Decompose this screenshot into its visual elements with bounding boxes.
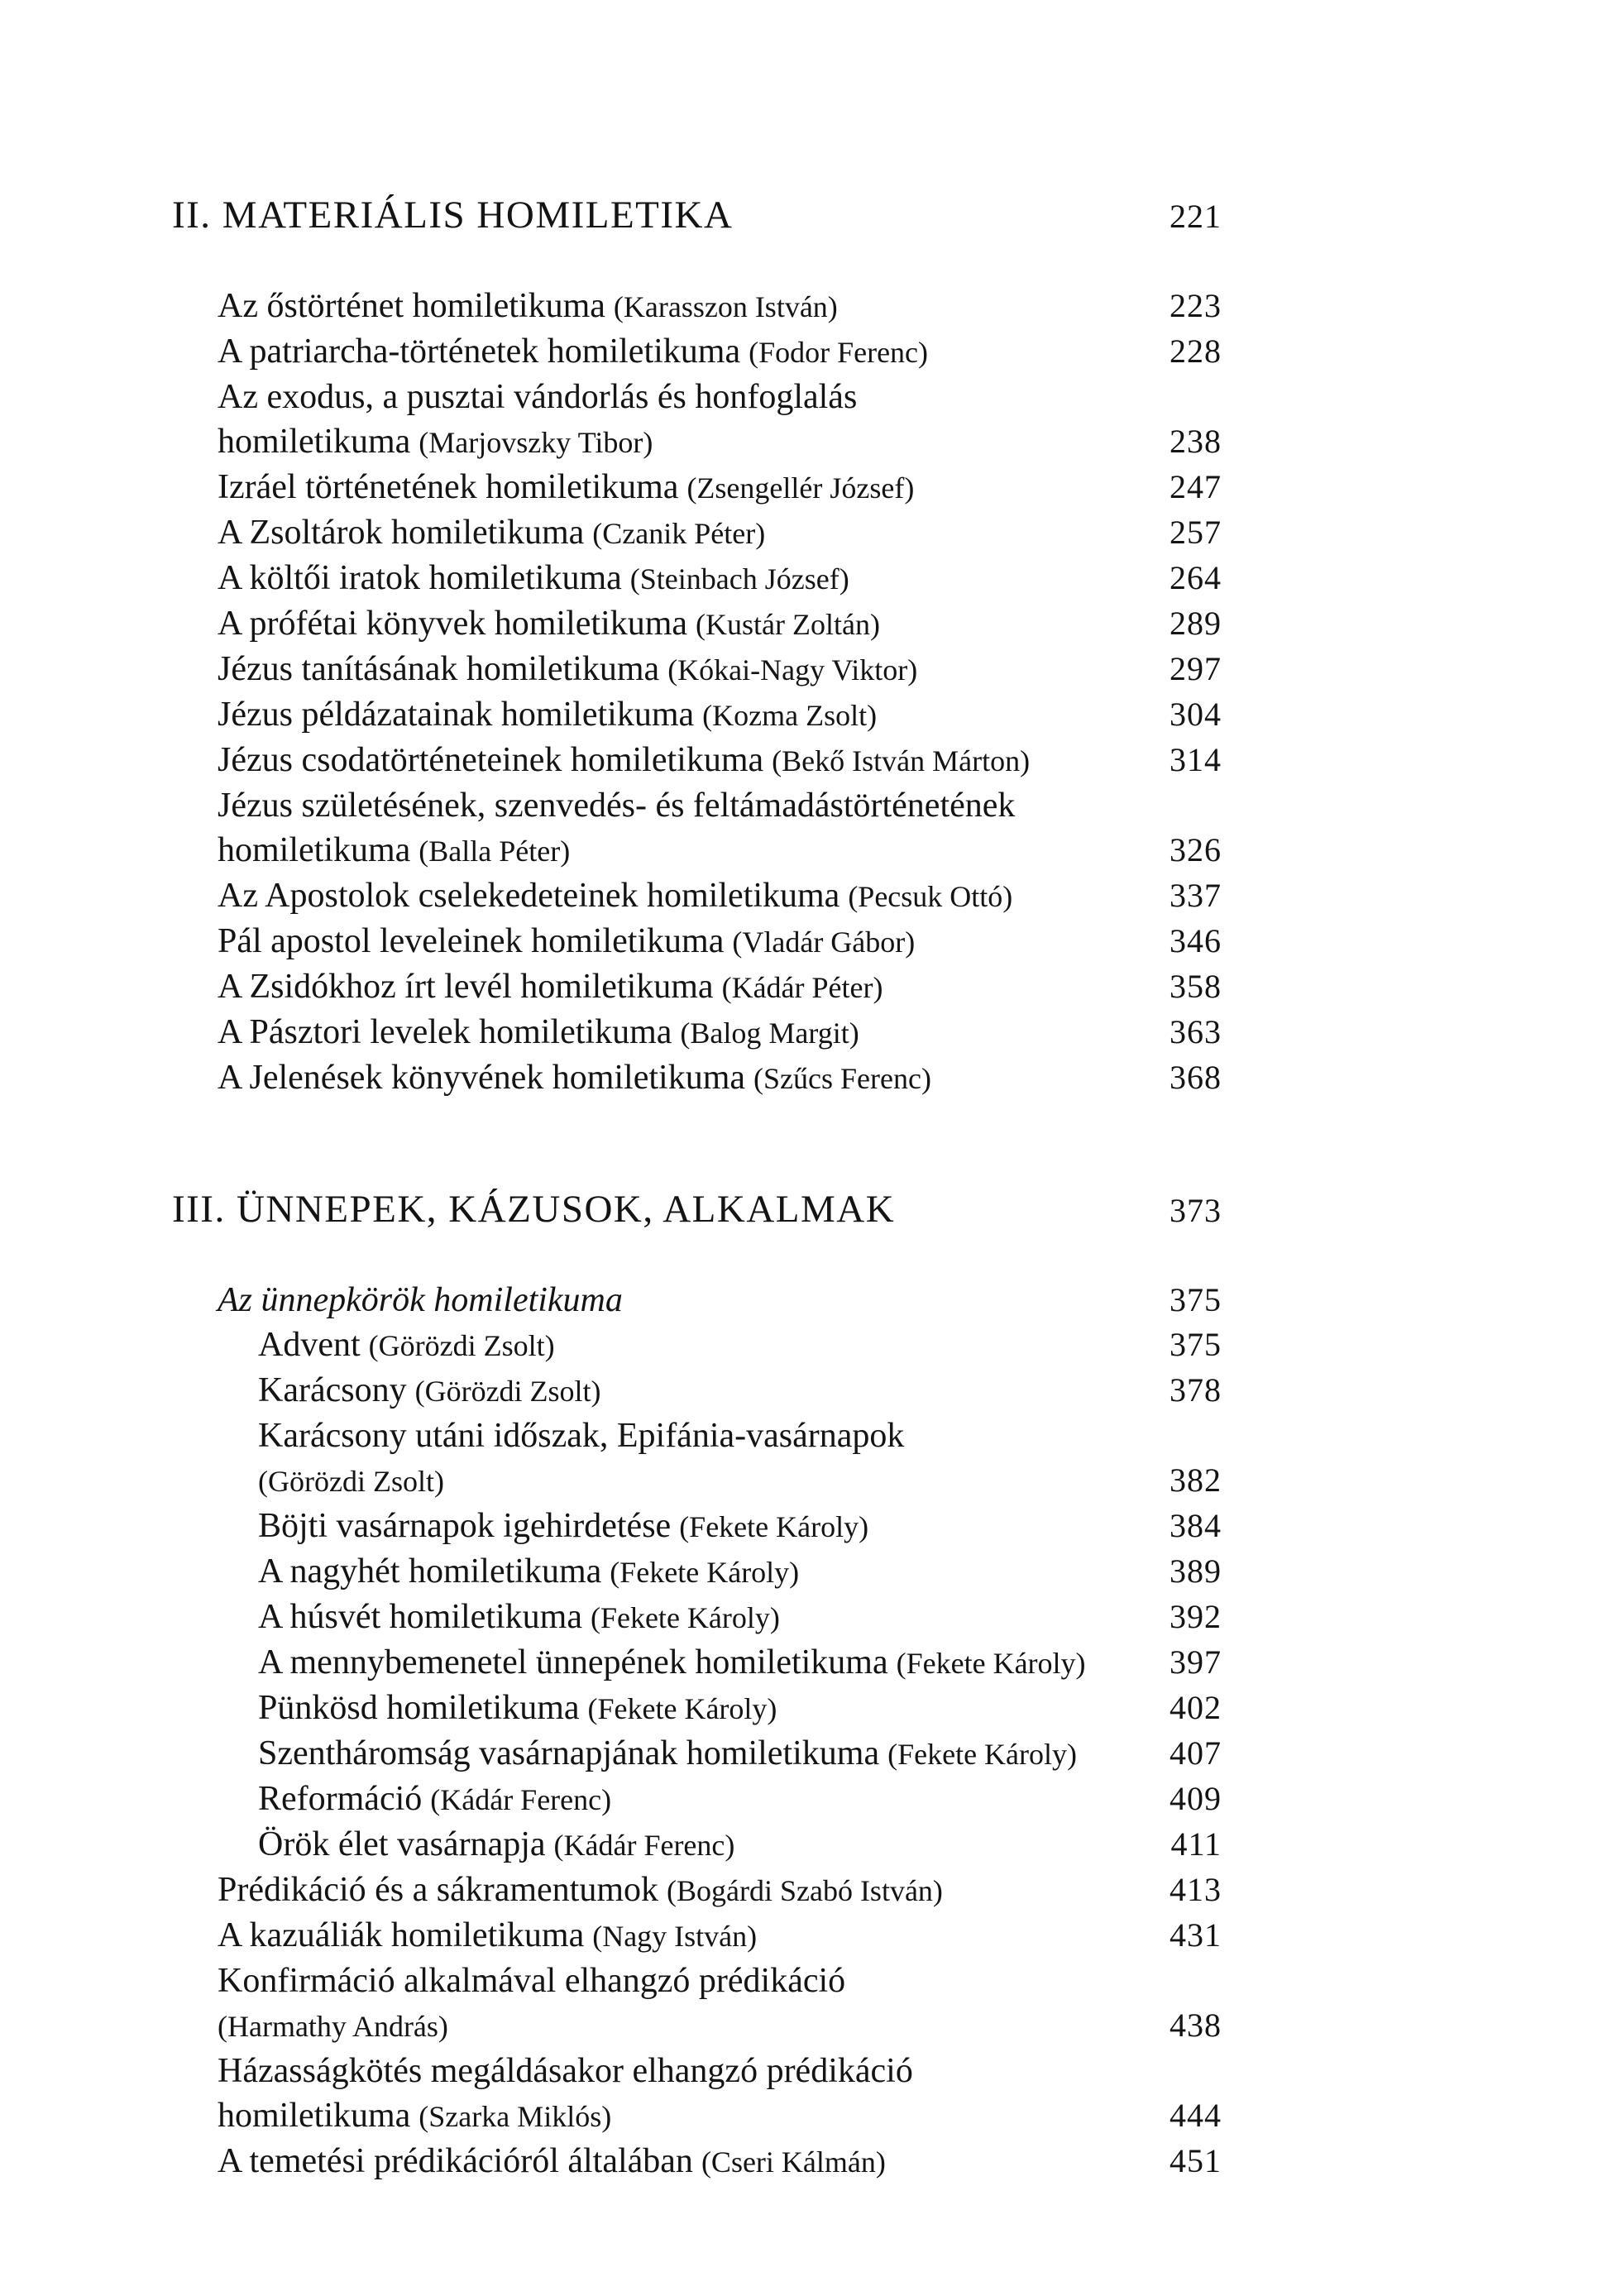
toc-entry <box>172 1959 1222 2003</box>
entry-line <box>172 738 1156 783</box>
entry-author: (Fodor Ferenc) <box>749 336 929 369</box>
entry-author: (Nagy István) <box>592 1920 758 1953</box>
entry-author: (Kádár Ferenc) <box>553 1829 735 1862</box>
entry-line <box>172 465 1156 510</box>
entry-page-number: 409 <box>1170 1780 1222 1817</box>
entry-line <box>172 2093 1156 2139</box>
entry-line <box>172 828 1156 873</box>
entry-line <box>172 284 1156 329</box>
entry-page-number: 431 <box>1170 1916 1222 1954</box>
toc-entry <box>172 2139 1222 2184</box>
toc-entry <box>172 1504 1222 1549</box>
section-heading-text: III. ÜNNEPEK, KÁZUSOK, ALKALMAK <box>172 1188 896 1231</box>
entry-author: (Kustár Zoltán) <box>696 608 880 641</box>
entry-line <box>172 1595 1156 1640</box>
entry-title: A Pásztori levelek homiletikuma <box>218 1013 672 1051</box>
toc-entry-author-line <box>172 2003 1222 2049</box>
entry-page-number: 451 <box>1170 2142 1222 2179</box>
entry-page-number: 411 <box>1170 1825 1222 1863</box>
toc-entry <box>172 1010 1222 1055</box>
toc-entry <box>172 1368 1222 1413</box>
entry-line <box>172 1055 1156 1101</box>
entry-page-number: 289 <box>1170 605 1222 642</box>
entry-line <box>172 964 1156 1010</box>
entry-page-number: 238 <box>1170 423 1222 460</box>
entry-title: Jézus tanításának homiletikuma <box>218 650 660 688</box>
entry-author: (Görözdi Zsolt) <box>258 1465 444 1498</box>
entry-author: (Kádár Ferenc) <box>430 1783 612 1816</box>
entry-author: (Görözdi Zsolt) <box>368 1329 555 1362</box>
entry-page-number: 346 <box>1170 922 1222 959</box>
toc-entry <box>172 738 1222 783</box>
entry-line <box>172 1868 1156 1913</box>
entry-page-number: 384 <box>1170 1507 1222 1544</box>
entry-line <box>172 1686 1156 1731</box>
entry-title: A húsvét homiletikuma <box>258 1598 582 1636</box>
entry-line <box>172 419 1156 465</box>
entry-author: (Marjovszky Tibor) <box>419 426 653 459</box>
entry-title: Karácsony <box>258 1371 407 1409</box>
entry-line <box>172 873 1156 919</box>
entry-line <box>172 1458 1156 1504</box>
entry-author: (Bogárdi Szabó István) <box>667 1874 943 1907</box>
entry-line <box>172 329 1156 375</box>
entry-author: (Vladár Gábor) <box>732 926 916 959</box>
toc-entry <box>172 2049 1222 2093</box>
entry-title: Az Apostolok cselekedeteinek homiletikuma <box>218 877 840 915</box>
entry-author: (Balla Péter) <box>419 835 571 868</box>
entry-line <box>172 1278 1156 1323</box>
entry-title: A Jelenések könyvének homiletikuma <box>218 1059 746 1097</box>
entry-author: (Kókai-Nagy Viktor) <box>667 653 918 686</box>
entry-title: A patriarcha-történetek homiletikuma <box>218 332 741 371</box>
entry-line <box>172 783 1222 828</box>
entry-line <box>172 1368 1156 1413</box>
entry-author: (Pecsuk Ottó) <box>848 880 1013 913</box>
entry-page-number: 389 <box>1170 1552 1222 1590</box>
toc-entry-author-line <box>172 1458 1222 1504</box>
toc-entry <box>172 1777 1222 1822</box>
entry-title: Böjti vasárnapok igehirdetése <box>258 1507 672 1545</box>
toc-entry <box>172 1595 1222 1640</box>
entry-line <box>172 2003 1156 2049</box>
entry-page-number: 223 <box>1170 287 1222 324</box>
entry-title: Pünkösd homiletikuma <box>258 1689 580 1727</box>
entry-page-number: 378 <box>1170 1371 1222 1409</box>
entry-title: A nagyhét homiletikuma <box>258 1552 602 1590</box>
entry-line <box>172 601 1156 647</box>
entry-author: (Karasszon István) <box>613 290 838 323</box>
entry-page-number: 373 <box>1170 1192 1222 1229</box>
entry-author: (Zsengellér József) <box>686 471 915 505</box>
entry-title: Szentháromság vasárnapjának homiletikuma <box>258 1734 880 1772</box>
entry-title: Advent <box>258 1326 361 1364</box>
entry-title: Jézus példázatainak homiletikuma <box>218 696 695 734</box>
toc-entry <box>172 510 1222 556</box>
toc-entry <box>172 783 1222 828</box>
toc-entry <box>172 556 1222 601</box>
entry-line <box>172 1640 1156 1686</box>
entry-title: Izráel történetének homiletikuma <box>218 468 679 506</box>
entry-title: A kazuáliák homiletikuma <box>218 1916 585 1954</box>
entry-line <box>172 919 1156 964</box>
entry-title: A prófétai könyvek homiletikuma <box>218 605 688 643</box>
toc-entry <box>172 1323 1222 1368</box>
toc-entry <box>172 1822 1222 1868</box>
toc-entry <box>172 465 1222 510</box>
entry-page-number: 368 <box>1170 1059 1222 1096</box>
entry-title: Prédikáció és a sákramentumok <box>218 1871 658 1909</box>
entry-author: (Fekete Károly) <box>887 1738 1078 1771</box>
entry-page-number: 375 <box>1170 1281 1222 1318</box>
entry-page-number: 402 <box>1170 1689 1222 1726</box>
entry-line <box>172 1549 1156 1595</box>
toc-entry <box>172 375 1222 419</box>
entry-page-number: 438 <box>1170 2007 1222 2044</box>
entry-author: (Cseri Kálmán) <box>701 2145 886 2179</box>
entry-page-number: 326 <box>1170 831 1222 868</box>
entry-line <box>172 1413 1222 1458</box>
toc-entry <box>172 1868 1222 1913</box>
entry-author: (Harmathy András) <box>218 2010 448 2043</box>
entry-title: A Zsoltárok homiletikuma <box>218 514 585 552</box>
toc-entry <box>172 1413 1222 1458</box>
entry-title: Házasságkötés megáldásakor elhangzó prédikáció <box>218 2052 913 2090</box>
entry-title: Pál apostol leveleinek homiletikuma <box>218 922 725 960</box>
entry-page-number: 397 <box>1170 1643 1222 1681</box>
entry-page-number: 264 <box>1170 559 1222 596</box>
entry-line <box>172 1187 1156 1232</box>
entry-line <box>172 1822 1157 1868</box>
entry-page-number: 247 <box>1170 468 1222 505</box>
entry-author: (Czanik Péter) <box>592 517 766 550</box>
entry-page-number: 314 <box>1170 741 1222 778</box>
toc-entry <box>172 1640 1222 1686</box>
entry-line <box>172 1731 1156 1777</box>
entry-line <box>172 1959 1222 2003</box>
entry-author: (Fekete Károly) <box>587 1692 777 1725</box>
toc-entry <box>172 1549 1222 1595</box>
entry-author: (Balog Margit) <box>680 1016 859 1050</box>
entry-author: (Szarka Miklós) <box>419 2100 612 2133</box>
entry-title: A költői iratok homiletikuma <box>218 559 622 597</box>
toc-entry <box>172 329 1222 375</box>
toc-entry <box>172 1913 1222 1959</box>
entry-line <box>172 193 1156 237</box>
entry-line <box>172 647 1156 692</box>
entry-page-number: 375 <box>1170 1326 1222 1363</box>
entry-page-number: 382 <box>1170 1461 1222 1499</box>
entry-title: homiletikuma <box>218 2097 411 2135</box>
entry-title: Örök élet vasárnapja <box>258 1825 546 1863</box>
entry-line <box>172 1504 1156 1549</box>
entry-author: (Kozma Zsolt) <box>702 699 878 732</box>
entry-author: (Fekete Károly) <box>679 1510 869 1543</box>
toc-section-heading <box>172 1187 1222 1233</box>
entry-title: Az exodus, a pusztai vándorlás és honfoglalás <box>218 378 858 416</box>
entry-page-number: 297 <box>1170 650 1222 687</box>
entry-page-number: 257 <box>1170 514 1222 551</box>
toc-entry <box>172 647 1222 692</box>
entry-line <box>172 510 1156 556</box>
entry-line <box>172 2049 1222 2093</box>
entry-title: A mennybemenetel ünnepének homiletikuma <box>258 1643 888 1681</box>
entry-line <box>172 1913 1156 1959</box>
entry-title: Reformáció <box>258 1780 423 1818</box>
entry-line <box>172 692 1156 738</box>
table-of-contents <box>172 193 1222 2184</box>
toc-entry <box>172 1055 1222 1101</box>
entry-page-number: 228 <box>1170 332 1222 370</box>
entry-title: Konfirmáció alkalmával elhangzó prédikáció <box>218 1962 846 2000</box>
section-heading-text: II. MATERIÁLIS HOMILETIKA <box>172 194 734 237</box>
entry-title: Jézus születésének, szenvedés- és feltámadástörténetének <box>218 787 1016 825</box>
entry-title: A temetési prédikációról általában <box>218 2142 693 2180</box>
entry-author: (Fekete Károly) <box>896 1647 1086 1680</box>
entry-line <box>172 1010 1156 1055</box>
entry-line <box>172 556 1156 601</box>
entry-page-number: 407 <box>1170 1734 1222 1772</box>
entry-page-number: 221 <box>1170 198 1222 235</box>
toc-entry <box>172 964 1222 1010</box>
entry-page-number: 444 <box>1170 2097 1222 2134</box>
toc-entry-continuation <box>172 419 1222 465</box>
toc-section-heading <box>172 193 1222 239</box>
entry-author: (Bekő István Márton) <box>772 744 1031 777</box>
entry-author: (Kádár Péter) <box>721 971 883 1004</box>
entry-line <box>172 1323 1156 1368</box>
entry-author: (Szűcs Ferenc) <box>753 1062 931 1095</box>
entry-title: A Zsidókhoz írt levél homiletikuma <box>218 968 714 1006</box>
toc-entry <box>172 1731 1222 1777</box>
entry-page-number: 358 <box>1170 968 1222 1005</box>
entry-line <box>172 1777 1156 1822</box>
toc-entry <box>172 1686 1222 1731</box>
toc-entry-continuation <box>172 828 1222 873</box>
entry-page-number: 363 <box>1170 1013 1222 1050</box>
toc-entry <box>172 873 1222 919</box>
entry-title: homiletikuma <box>218 423 411 461</box>
entry-page-number: 392 <box>1170 1598 1222 1635</box>
entry-title: Karácsony utáni időszak, Epifánia-vasárnapok <box>258 1417 905 1455</box>
entry-page-number: 413 <box>1170 1871 1222 1908</box>
entry-line <box>172 375 1222 419</box>
toc-entry <box>172 601 1222 647</box>
entry-title: Az őstörténet homiletikuma <box>218 287 605 325</box>
entry-author: (Görözdi Zsolt) <box>414 1375 601 1408</box>
entry-author: (Fekete Károly) <box>590 1601 780 1634</box>
entry-title: Jézus csodatörténeteinek homiletikuma <box>218 741 764 779</box>
toc-entry <box>172 1278 1222 1323</box>
entry-title: homiletikuma <box>218 831 411 869</box>
entry-page-number: 337 <box>1170 877 1222 914</box>
entry-author: (Fekete Károly) <box>610 1556 800 1589</box>
toc-entry <box>172 284 1222 329</box>
toc-entry-continuation <box>172 2093 1222 2139</box>
entry-author: (Steinbach József) <box>629 562 849 596</box>
entry-title: Az ünnepkörök homiletikuma <box>218 1281 623 1319</box>
entry-line <box>172 2139 1156 2184</box>
toc-entry <box>172 919 1222 964</box>
entry-page-number: 304 <box>1170 696 1222 733</box>
toc-entry <box>172 692 1222 738</box>
